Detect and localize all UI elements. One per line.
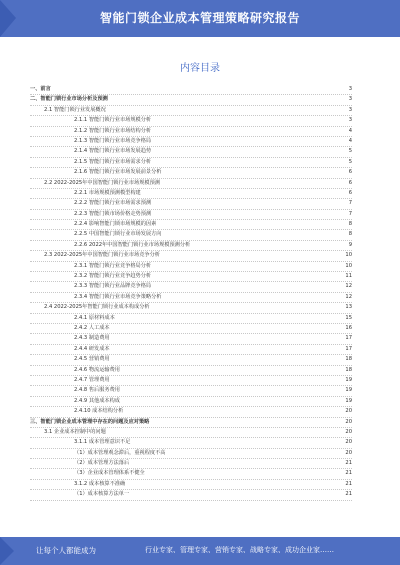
toc-entry-title: 2.2.6 2022年中国智能门锁行业市场规模预测分析 <box>74 241 192 250</box>
toc-entry-title: 2.4.2 人工成本 <box>74 324 112 333</box>
toc-entry[interactable] <box>30 85 352 95</box>
toc-entry-page: 11 <box>343 272 352 281</box>
toc-entry-title: 2.4.4 研发成本 <box>74 345 112 354</box>
toc-entry[interactable] <box>30 147 352 157</box>
toc-entry-page: 20 <box>343 438 352 447</box>
toc-entry[interactable] <box>30 459 352 469</box>
toc-entry[interactable] <box>30 116 352 126</box>
toc-entry[interactable] <box>30 199 352 209</box>
toc-entry[interactable] <box>30 490 352 500</box>
toc-entry[interactable] <box>30 189 352 199</box>
toc-entry[interactable] <box>30 418 352 428</box>
toc-entry-page: 6 <box>347 189 352 198</box>
toc-entry-title: 2.4.3 制造费用 <box>74 334 112 343</box>
toc-entry-title: 2.3.3 智能门锁行业品牌竞争格局 <box>74 282 153 291</box>
toc-entry-title: 2.2.1 市场规模预测模型构建 <box>74 189 143 198</box>
footer-chevron-decoration <box>0 537 14 565</box>
toc-entry-page: 21 <box>343 459 352 468</box>
toc-entry-title: 2.1.3 智能门锁行业市场竞争格局 <box>74 137 153 146</box>
toc-entry[interactable] <box>30 376 352 386</box>
toc-entry-title: 2.3.1 智能门锁行业竞争格局分析 <box>74 262 153 271</box>
toc-entry[interactable] <box>30 262 352 272</box>
toc-entry-page: 7 <box>347 199 352 208</box>
toc-entry-page: 17 <box>343 334 352 343</box>
toc-entry-page: 21 <box>343 480 352 489</box>
toc-entry[interactable] <box>30 158 352 168</box>
toc-entry-page: 3 <box>347 85 352 94</box>
toc-entry[interactable] <box>30 293 352 303</box>
toc-entry[interactable] <box>30 220 352 230</box>
toc-entry[interactable] <box>30 230 352 240</box>
toc-entry-title: 2.3.4 智能门锁行业市场竞争策略分析 <box>74 293 163 302</box>
toc-entry-title: 2.1 智能门锁行业发展概况 <box>44 106 108 115</box>
toc-entry[interactable] <box>30 345 352 355</box>
toc-entry-title: 2.2.5 中国智能门锁行业市场发展方向 <box>74 230 163 239</box>
toc-entry-title: 2.1.4 智能门锁行业市场发展趋势 <box>74 147 153 156</box>
toc-entry[interactable] <box>30 282 352 292</box>
toc-entry-page: 10 <box>343 251 352 260</box>
toc-entry-page: 20 <box>343 428 352 437</box>
toc-entry-title: 2.1.2 智能门锁行业市场结构分析 <box>74 127 153 136</box>
toc-entry-page: 6 <box>347 179 352 188</box>
toc-entry-page: 17 <box>343 345 352 354</box>
toc-entry[interactable] <box>30 95 352 105</box>
toc-entry-title: 2.4.10 成本结构分析 <box>74 407 125 416</box>
toc-entry-title: 2.4.9 其他成本构成 <box>74 397 122 406</box>
toc-heading: 内容目录 <box>180 63 220 74</box>
toc-entry-page: 21 <box>343 490 352 499</box>
toc-entry[interactable] <box>30 314 352 324</box>
toc-entry[interactable] <box>30 137 352 147</box>
toc-entry-page: 13 <box>343 303 352 312</box>
toc-entry[interactable] <box>30 407 352 417</box>
toc-entry[interactable] <box>30 480 352 490</box>
toc-entry-page: 18 <box>343 366 352 375</box>
toc-entry[interactable] <box>30 127 352 137</box>
toc-entry-page: 8 <box>347 230 352 239</box>
footer-audience: 行业专家、管理专家、营销专家、战略专家、成功企业家…… <box>145 546 334 554</box>
toc-entry-page: 20 <box>343 449 352 458</box>
toc-entry-title: 一、前言 <box>30 85 53 94</box>
toc-entry-page: 18 <box>343 355 352 364</box>
toc-entry-page: 16 <box>343 324 352 333</box>
toc-entry-page: 4 <box>347 137 352 146</box>
toc-entry[interactable] <box>30 386 352 396</box>
toc-entry[interactable] <box>30 251 352 261</box>
toc-entry[interactable] <box>30 397 352 407</box>
toc-entry[interactable] <box>30 428 352 438</box>
toc-entry-page: 6 <box>347 168 352 177</box>
toc-entry-title: 2.4.5 营销费用 <box>74 355 112 364</box>
toc-entry-page: 5 <box>347 147 352 156</box>
toc-entry-title: 2.4.7 管理费用 <box>74 376 112 385</box>
toc-entry-title: 2.1.1 智能门锁行业市场规模分析 <box>74 116 153 125</box>
toc-entry-page: 3 <box>347 106 352 115</box>
toc-entry-title: 2.2.3 智能门锁市场价格走势预测 <box>74 210 153 219</box>
toc-entry-page: 20 <box>343 407 352 416</box>
toc-entry-page: 12 <box>343 293 352 302</box>
toc-entry-page: 5 <box>347 158 352 167</box>
toc-entry-page: 3 <box>347 95 352 104</box>
toc-entry-title: （3）企业成本管理体系不健全 <box>74 469 147 478</box>
toc-entry[interactable] <box>30 469 352 479</box>
toc-entry-page: 7 <box>347 210 352 219</box>
toc-entry-title: 3.1 企业成本控制中的问题 <box>44 428 108 437</box>
toc-entry-page: 8 <box>347 220 352 229</box>
report-title: 智能门锁企业成本管理策略研究报告 <box>99 11 300 25</box>
toc-entry[interactable] <box>30 106 352 116</box>
toc-entry-title: （2）成本管理方法落后 <box>74 459 131 468</box>
toc-entry-title: 2.1.5 智能门锁行业市场需求分析 <box>74 158 153 167</box>
toc-entry[interactable] <box>30 303 352 313</box>
toc-entry-page: 19 <box>343 376 352 385</box>
toc-entry-title: 3.1.2 成本核算不准确 <box>74 480 127 489</box>
toc-entry-title: 2.4.1 原材料成本 <box>74 314 117 323</box>
toc-entry[interactable] <box>30 272 352 282</box>
toc-entry-page: 21 <box>343 469 352 478</box>
footer-slogan: 让每个人都能成为 <box>36 546 96 555</box>
toc-entry-title: 2.2.2 智能门锁行业市场需求预测 <box>74 199 153 208</box>
toc-entry-page: 15 <box>343 314 352 323</box>
toc-entry[interactable] <box>30 179 352 189</box>
toc-entry[interactable] <box>30 438 352 448</box>
toc-entry[interactable] <box>30 241 352 251</box>
toc-entry-page: 4 <box>347 127 352 136</box>
toc-entry-page: 10 <box>343 262 352 271</box>
toc-entry-title: 2.1.6 智能门锁行业市场发展前景分析 <box>74 168 163 177</box>
toc-entry-title: 2.3.2 智能门锁行业竞争趋势分析 <box>74 272 153 281</box>
toc-entry[interactable] <box>30 449 352 459</box>
report-header-bar <box>0 0 400 37</box>
toc-entry-title: （1）成本管理观念滞后，重视程度不高 <box>74 449 168 458</box>
toc-entry-title: 2.4.8 售后服务费用 <box>74 386 122 395</box>
toc-entry[interactable] <box>30 324 352 334</box>
toc-entry-title: 2.4.6 物流运输费用 <box>74 366 122 375</box>
toc-entry-title: （1）成本核算方法单一 <box>74 490 131 499</box>
table-of-contents <box>30 85 352 501</box>
toc-entry-page: 19 <box>343 397 352 406</box>
toc-entry-page: 12 <box>343 282 352 291</box>
toc-entry-title: 三、智能门锁企业成本管理中存在的问题及应对策略 <box>30 418 151 427</box>
toc-entry-title: 2.4 2022-2025年智能门锁行业成本构成分析 <box>44 303 152 312</box>
footer-bar <box>0 537 400 565</box>
toc-entry-title: 3.1.1 成本管理意识不足 <box>74 438 132 447</box>
toc-entry-page: 19 <box>343 386 352 395</box>
toc-entry-title: 2.2 2022-2025年中国智能门锁行业市场规模预测 <box>44 179 162 188</box>
toc-entry-page: 9 <box>347 241 352 250</box>
toc-entry[interactable] <box>30 366 352 376</box>
toc-entry-title: 2.2.4 影响智能门锁市场规模的因素 <box>74 220 158 229</box>
toc-entry[interactable] <box>30 355 352 365</box>
toc-entry[interactable] <box>30 334 352 344</box>
toc-entry-title: 二、智能门锁行业市场分析及预测 <box>30 95 110 104</box>
toc-entry-page: 3 <box>347 116 352 125</box>
toc-entry[interactable] <box>30 168 352 178</box>
toc-entry[interactable] <box>30 210 352 220</box>
toc-entry-page: 20 <box>343 418 352 427</box>
toc-entry-title: 2.3 2022-2025年中国智能门锁行业市场竞争分析 <box>44 251 162 260</box>
